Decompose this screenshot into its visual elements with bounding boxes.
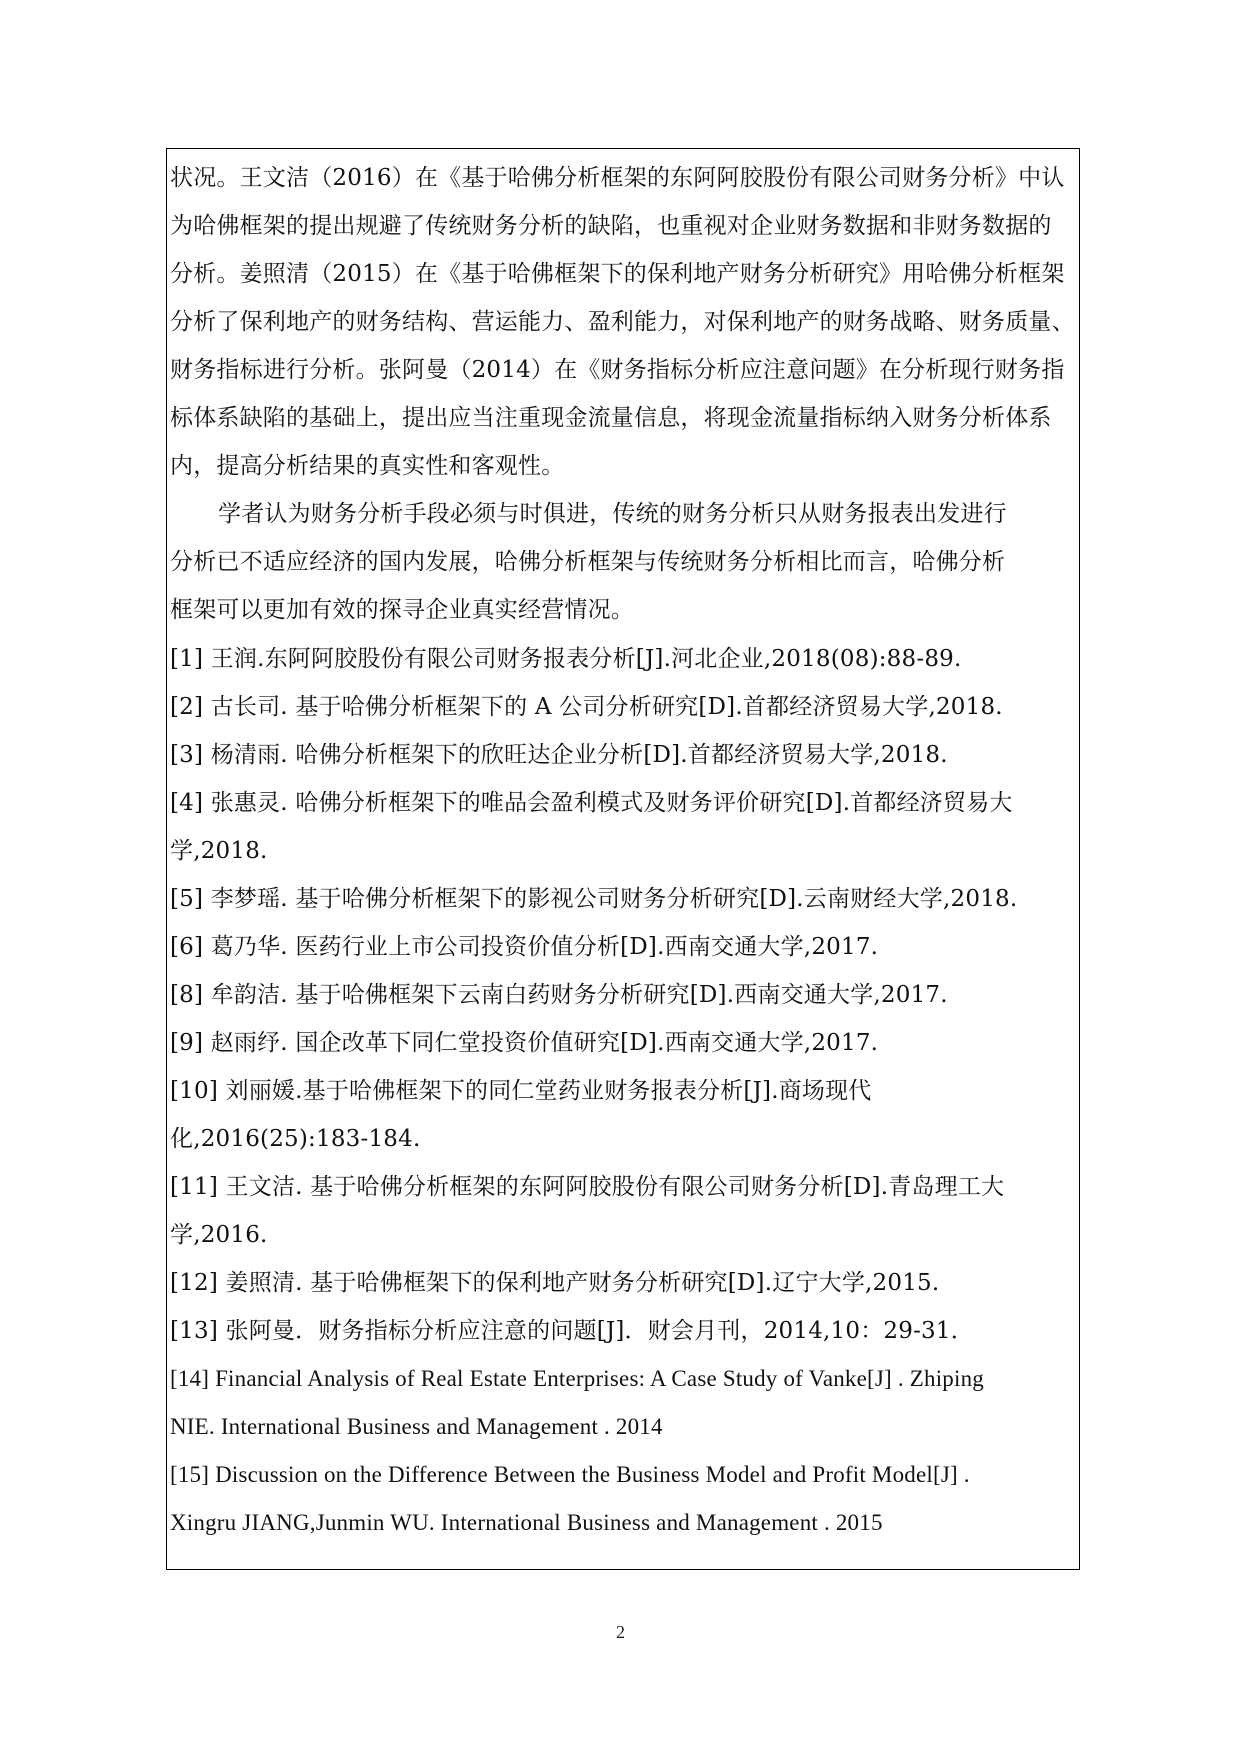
reference-item: [14] Financial Analysis of Real Estate Enterprises: A Case Study of Vanke[J] . Zhiping [170, 1366, 984, 1391]
reference-item: 学,2018. [170, 838, 268, 864]
body-line: 框架可以更加有效的探寻企业真实经营情况。 [170, 597, 634, 623]
reference-item: [11] 王文洁. 基于哈佛分析框架的东阿阿胶股份有限公司财务分析[D].青岛理工大 [170, 1174, 1005, 1200]
reference-item: [6] 葛乃华. 医药行业上市公司投资价值分析[D].西南交通大学,2017. [170, 934, 879, 960]
reference-item: [8] 牟韵洁. 基于哈佛框架下云南白药财务分析研究[D].西南交通大学,2017. [170, 982, 948, 1008]
reference-item: NIE. International Business and Management . 2014 [170, 1414, 663, 1439]
body-line: 财务指标进行分析。张阿曼（2014）在《财务指标分析应注意问题》在分析现行财务指 [170, 357, 1065, 383]
reference-item: [9] 赵雨纾. 国企改革下同仁堂投资价值研究[D].西南交通大学,2017. [170, 1030, 879, 1056]
body-line: 分析。姜照清（2015）在《基于哈佛框架下的保利地产财务分析研究》用哈佛分析框架 [170, 261, 1065, 287]
reference-item: [12] 姜照清. 基于哈佛框架下的保利地产财务分析研究[D].辽宁大学,2015. [170, 1270, 940, 1296]
body-line: 状况。王文洁（2016）在《基于哈佛分析框架的东阿阿胶股份有限公司财务分析》中认 [170, 165, 1065, 191]
body-line: 分析了保利地产的财务结构、营运能力、盈利能力，对保利地产的财务战略、财务质量、 [170, 309, 1075, 335]
reference-item: [3] 杨清雨. 哈佛分析框架下的欣旺达企业分析[D].首都经济贸易大学,2018. [170, 742, 948, 768]
reference-item: [2] 古长司. 基于哈佛分析框架下的 A 公司分析研究[D].首都经济贸易大学,2018. [170, 694, 1003, 720]
body-line: 内，提高分析结果的真实性和客观性。 [170, 453, 565, 479]
body-line: 为哈佛框架的提出规避了传统财务分析的缺陷，也重视对企业财务数据和非财务数据的 [170, 213, 1052, 239]
reference-item: [4] 张惠灵. 哈佛分析框架下的唯品会盈利模式及财务评价研究[D].首都经济贸易大 [170, 790, 1013, 816]
reference-item: [10] 刘丽媛.基于哈佛框架下的同仁堂药业财务报表分析[J].商场现代 [170, 1078, 872, 1104]
reference-item: [15] Discussion on the Difference Between the Business Model and Profit Model[J] . [170, 1462, 970, 1487]
reference-item: 学,2016. [170, 1222, 268, 1248]
body-line: 标体系缺陷的基础上，提出应当注重现金流量信息，将现金流量指标纳入财务分析体系 [170, 405, 1052, 431]
body-line: 学者认为财务分析手段必须与时俱进，传统的财务分析只从财务报表出发进行 [218, 501, 1007, 527]
reference-item: [1] 王润.东阿阿胶股份有限公司财务报表分析[J].河北企业,2018(08):88-89. [170, 646, 962, 672]
reference-item: [5] 李梦瑶. 基于哈佛分析框架下的影视公司财务分析研究[D].云南财经大学,2018. [170, 886, 1018, 912]
reference-item: 化,2016(25):183-184. [170, 1126, 421, 1152]
page-number: 2 [616, 1622, 625, 1642]
body-line: 分析已不适应经济的国内发展，哈佛分析框架与传统财务分析相比而言，哈佛分析 [170, 549, 1006, 575]
reference-item: Xingru JIANG,Junmin WU. International Business and Management . 2015 [170, 1510, 883, 1535]
reference-item: [13] 张阿曼．财务指标分析应注意的问题[J]．财会月刊，2014,10：29-31． [170, 1318, 974, 1344]
